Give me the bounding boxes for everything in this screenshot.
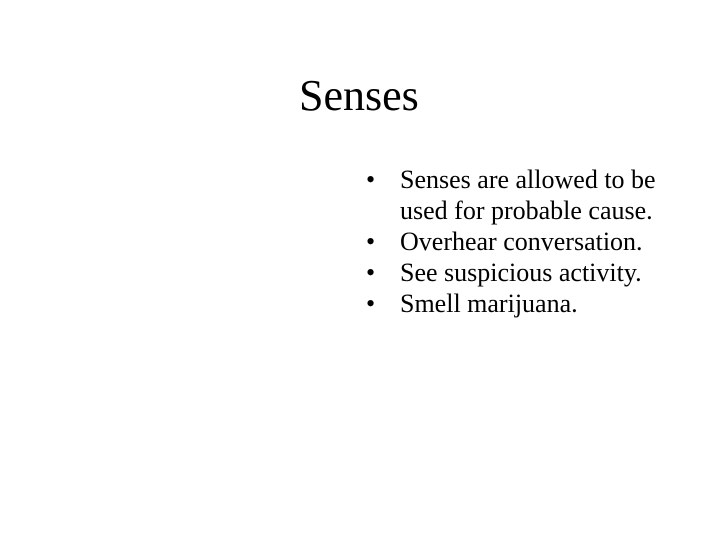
bullet-item	[366, 164, 696, 226]
bullet-text: Senses are allowed to be used for probable cause.	[400, 165, 656, 225]
bullet-text: See suspicious activity.	[400, 258, 642, 287]
bullet-icon: •	[366, 165, 376, 194]
bullet-text: Smell marijuana.	[400, 289, 578, 318]
bullet-icon: •	[366, 227, 376, 256]
slide-title: Senses	[299, 71, 419, 120]
bullet-text: Overhear conversation.	[400, 227, 643, 256]
bullet-item	[366, 257, 696, 288]
bullet-item	[366, 226, 696, 257]
bullet-icon: •	[366, 258, 376, 287]
bullet-list	[366, 164, 696, 319]
bullet-icon: •	[366, 289, 376, 318]
bullet-item	[366, 288, 696, 319]
